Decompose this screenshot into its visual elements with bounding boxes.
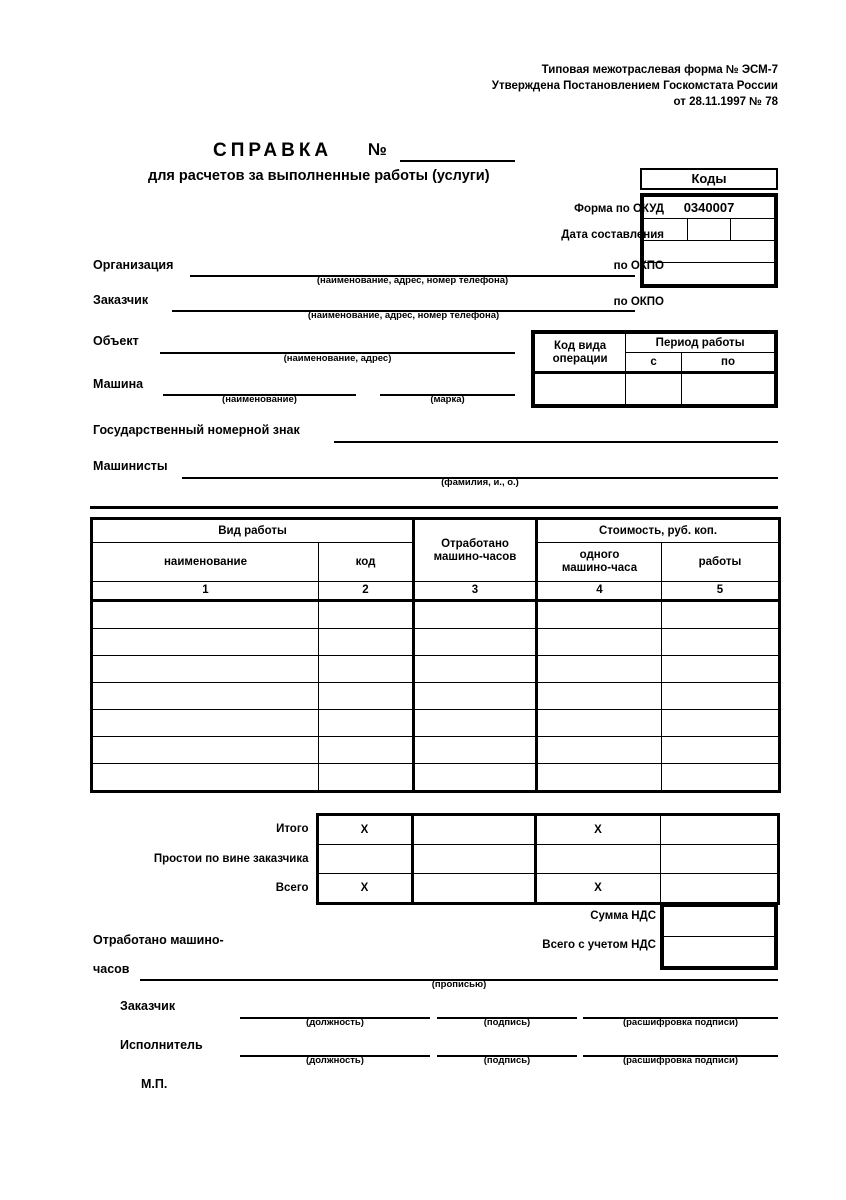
idle-code-cell[interactable] xyxy=(317,845,412,874)
okud-code-cell[interactable]: 0340007 xyxy=(644,197,775,219)
table-row xyxy=(535,334,775,353)
customer-name-caption: (расшифровка подписи) xyxy=(622,1017,739,1028)
vat-amount-label: Сумма НДС xyxy=(590,910,656,922)
rate-cell[interactable] xyxy=(537,764,662,792)
work-name-cell[interactable] xyxy=(92,710,319,737)
customer-position-caption: (должность) xyxy=(306,1017,364,1028)
idle-label: Простои по вине заказчика xyxy=(153,852,309,865)
work-name-cell[interactable] xyxy=(92,737,319,764)
hours-cell[interactable] xyxy=(414,710,537,737)
table-row xyxy=(92,601,780,629)
amount-cell[interactable] xyxy=(662,629,780,656)
summary-row-idle xyxy=(90,845,778,874)
hours-cell[interactable] xyxy=(414,683,537,710)
machine-brand-caption: (марка) xyxy=(430,394,465,405)
operation-code-value[interactable] xyxy=(535,373,626,405)
form-type-line: Типовая межотраслевая форма № ЭСМ-7 xyxy=(541,64,778,76)
codes-header: Коды xyxy=(640,168,778,190)
work-code-cell[interactable] xyxy=(319,656,414,683)
vat-table xyxy=(660,903,778,970)
amount-cell[interactable] xyxy=(662,710,780,737)
table-row xyxy=(92,710,780,737)
work-code-cell[interactable] xyxy=(319,764,414,792)
work-name-cell[interactable] xyxy=(92,601,319,629)
rate-header-line2: машино-часа xyxy=(561,562,638,574)
idle-amount-cell[interactable] xyxy=(660,845,778,874)
operators-caption: (фамилия, и., о.) xyxy=(441,477,519,488)
customer-caption: (наименование, адрес, номер телефона) xyxy=(307,310,500,321)
hours-words-label-line2: часов xyxy=(93,962,130,976)
work-name-cell[interactable] xyxy=(92,764,319,792)
work-name-cell[interactable] xyxy=(92,683,319,710)
hours-worked-header xyxy=(414,519,537,582)
work-name-cell[interactable] xyxy=(92,656,319,683)
operation-code-label-line2: операции xyxy=(552,352,608,365)
page-title-number-sign: № xyxy=(368,140,388,159)
total-hours-cell[interactable] xyxy=(412,815,535,845)
total-amount-cell[interactable] xyxy=(660,815,778,845)
table-header-row xyxy=(92,519,780,543)
plate-input-line[interactable] xyxy=(334,441,778,443)
form-approval-date-line: от 28.11.1997 № 78 xyxy=(673,96,778,108)
table-row xyxy=(92,737,780,764)
grand-total-rate-cell: Х xyxy=(535,874,660,904)
hours-words-caption: (прописью) xyxy=(431,979,487,990)
form-identification xyxy=(492,62,778,110)
grand-total-code-cell: Х xyxy=(317,874,412,904)
total-code-cell: Х xyxy=(317,815,412,845)
grand-total-hours-cell[interactable] xyxy=(412,874,535,904)
period-to-value[interactable] xyxy=(682,373,775,405)
rate-cell[interactable] xyxy=(537,737,662,764)
amount-cell[interactable] xyxy=(662,601,780,629)
rate-cell[interactable] xyxy=(537,601,662,629)
table-row xyxy=(92,656,780,683)
work-table xyxy=(90,517,781,793)
object-label: Объект xyxy=(93,334,139,348)
operation-code-label-line1: Код вида xyxy=(553,339,607,352)
work-name-cell[interactable] xyxy=(92,629,319,656)
idle-rate-cell[interactable] xyxy=(535,845,660,874)
compilation-date-month-cell[interactable] xyxy=(687,219,731,241)
plate-label: Государственный номерной знак xyxy=(93,423,300,437)
certificate-number-line[interactable] xyxy=(400,160,515,162)
column-number-5: 5 xyxy=(662,582,780,601)
work-period-label: Период работы xyxy=(626,334,775,353)
table-row xyxy=(92,683,780,710)
total-rate-cell: Х xyxy=(535,815,660,845)
rate-cell[interactable] xyxy=(537,710,662,737)
contractor-signature-caption: (подпись) xyxy=(483,1055,531,1066)
rate-header-line1: одного xyxy=(579,549,620,561)
contractor-position-caption: (должность) xyxy=(306,1055,364,1066)
table-row xyxy=(664,937,775,967)
cost-group-header: Стоимость, руб. коп. xyxy=(537,519,780,543)
grand-total-label: Всего xyxy=(275,882,309,894)
summary-row-grand-total xyxy=(90,874,778,904)
table-row xyxy=(664,907,775,937)
amount-header: работы xyxy=(662,543,780,582)
hours-worked-header-line1: Отработано xyxy=(441,537,509,550)
summary-table xyxy=(90,813,780,905)
table-row xyxy=(92,764,780,792)
work-code-header: код xyxy=(319,543,414,582)
amount-cell[interactable] xyxy=(662,683,780,710)
organization-label: Организация xyxy=(93,258,174,272)
work-code-cell[interactable] xyxy=(319,629,414,656)
total-label: Итого xyxy=(276,823,309,835)
machine-name-caption: (наименование) xyxy=(222,394,297,405)
amount-cell[interactable] xyxy=(662,656,780,683)
table-row xyxy=(535,373,775,405)
rate-cell[interactable] xyxy=(537,683,662,710)
okud-label: Форма по ОКУД xyxy=(574,203,664,215)
period-from-value[interactable] xyxy=(626,373,682,405)
operation-code-label xyxy=(535,334,626,373)
total-with-vat-cell[interactable] xyxy=(664,937,775,967)
work-code-cell[interactable] xyxy=(319,683,414,710)
contractor-name-caption: (расшифровка подписи) xyxy=(622,1055,739,1066)
hours-words-label-line1: Отработано машино- xyxy=(93,933,224,947)
okpo-organization-label: по ОКПО xyxy=(613,260,664,272)
operators-label: Машинисты xyxy=(93,459,168,473)
rate-cell[interactable] xyxy=(537,656,662,683)
column-number-3: 3 xyxy=(414,582,537,601)
okpo-customer-label: по ОКПО xyxy=(613,296,664,308)
hours-cell[interactable] xyxy=(414,656,537,683)
machine-label: Машина xyxy=(93,377,144,391)
customer-signature-caption: (подпись) xyxy=(483,1017,531,1028)
work-code-cell[interactable] xyxy=(319,737,414,764)
object-caption: (наименование, адрес) xyxy=(283,353,392,364)
total-with-vat-label: Всего с учетом НДС xyxy=(542,939,656,951)
section-divider xyxy=(90,506,778,509)
period-from-label: с xyxy=(626,353,682,373)
column-number-1: 1 xyxy=(92,582,319,601)
hours-cell[interactable] xyxy=(414,629,537,656)
amount-cell[interactable] xyxy=(662,737,780,764)
signature-contractor-label: Исполнитель xyxy=(120,1038,203,1052)
rate-cell[interactable] xyxy=(537,629,662,656)
compilation-date-label: Дата составления xyxy=(561,229,664,241)
organization-caption: (наименование, адрес, номер телефона) xyxy=(316,275,509,286)
vat-amount-cell[interactable] xyxy=(664,907,775,937)
signature-customer-label: Заказчик xyxy=(120,999,176,1013)
stamp-place-label: М.П. xyxy=(141,1077,168,1091)
grand-total-amount-cell[interactable] xyxy=(660,874,778,904)
operation-period-table xyxy=(531,330,778,408)
work-name-header: наименование xyxy=(92,543,319,582)
hours-cell[interactable] xyxy=(414,601,537,629)
rate-header xyxy=(537,543,662,582)
column-number-4: 4 xyxy=(537,582,662,601)
column-number-2: 2 xyxy=(319,582,414,601)
hours-cell[interactable] xyxy=(414,764,537,792)
period-to-label: по xyxy=(682,353,775,373)
table-row xyxy=(92,629,780,656)
hours-worked-header-line2: машино-часов xyxy=(433,550,517,563)
customer-label: Заказчик xyxy=(93,293,149,307)
form-approval-line: Утверждена Постановлением Госкомстата России xyxy=(491,80,778,92)
compilation-date-year-cell[interactable] xyxy=(731,219,775,241)
amount-cell[interactable] xyxy=(662,764,780,792)
work-type-group-header: Вид работы xyxy=(92,519,414,543)
summary-row-total xyxy=(90,815,778,845)
idle-hours-cell[interactable] xyxy=(412,845,535,874)
page-subtitle: для расчетов за выполненные работы (услуги) xyxy=(148,168,490,184)
page-title: СПРАВКА xyxy=(213,140,333,161)
hours-cell[interactable] xyxy=(414,737,537,764)
work-code-cell[interactable] xyxy=(319,601,414,629)
table-column-numbers-row xyxy=(92,582,780,601)
work-code-cell[interactable] xyxy=(319,710,414,737)
